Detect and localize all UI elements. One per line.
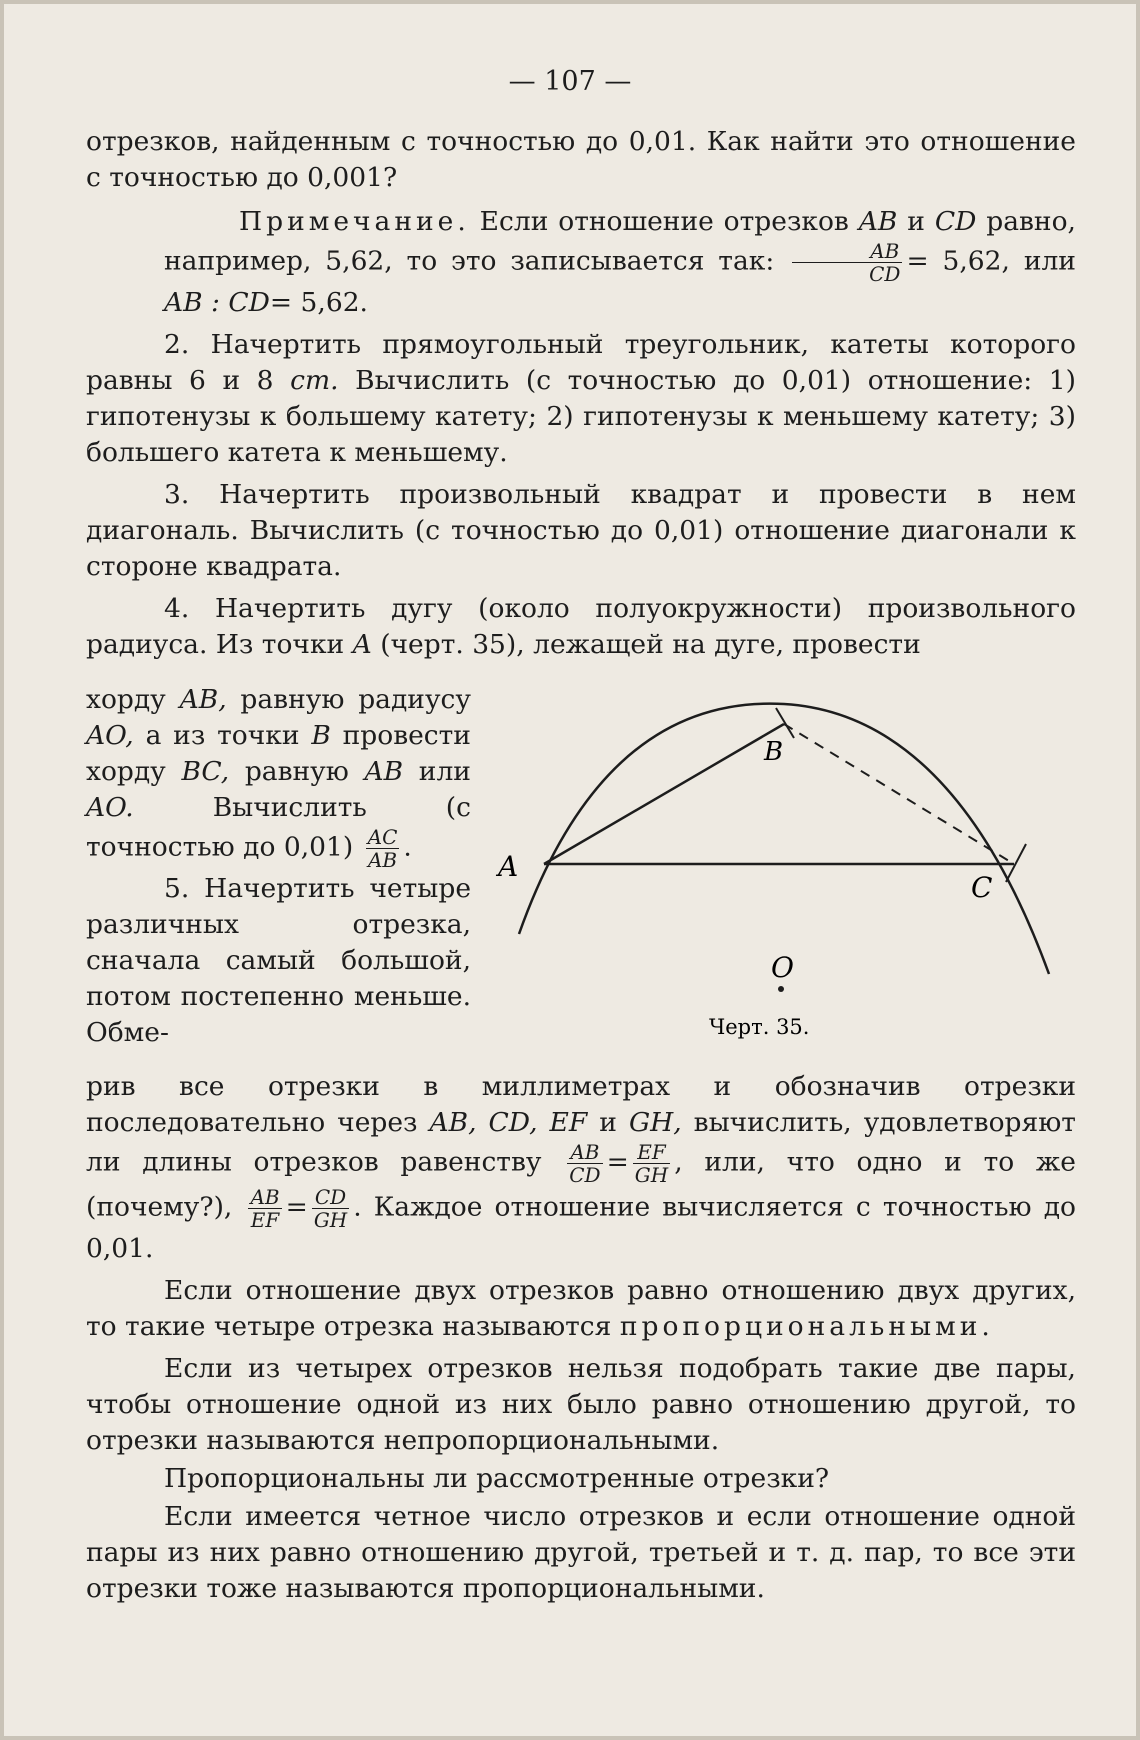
ex5-frac-3 — [248, 1186, 281, 1231]
ex5-segments: AB, CD, EF — [429, 1107, 588, 1138]
note-fraction — [792, 240, 902, 285]
exercise-2-unit: cm. — [290, 365, 339, 396]
page-number: — 107 — — [508, 66, 632, 97]
exercise-4-intro — [86, 591, 1076, 663]
paragraph-continuation: отрезков, найденным с точностью до 0,01. Как найти это отношение с точностью до 0,001? — [86, 126, 1076, 193]
ex5-gh: GH, — [628, 1107, 682, 1138]
wrap-ao: AO, — [86, 720, 134, 751]
note-and: и — [907, 206, 925, 237]
note-line3-b: AB : CD — [164, 287, 270, 318]
f1-num: AB — [567, 1141, 602, 1164]
tick-b — [776, 708, 794, 738]
ex4-frac-num: AC — [367, 825, 398, 849]
exercise-4-text-b: (черт. 35), лежащей на дуге, провести — [380, 629, 921, 660]
exercise-5-wrap: 5. Начертить четыре различных отрезка, сначала самый большой, потом постепенно меньше. Обме- — [86, 873, 471, 1048]
ex5-text-d: . Каждое отношение вычисляется с точностью до 0,01. — [86, 1191, 1076, 1264]
exercise-4-fraction — [366, 826, 400, 871]
figure-caption: Черт. 35. — [709, 1015, 810, 1039]
exercise-4-wrap: хорду AB, равную радиусу AO, а из точки B провести хорду BC, равную AB или AO. Вычислить (с точностью до 0,01) $\frac{AC}{AB}$ . — [86, 684, 471, 872]
ex5-and: и — [599, 1107, 617, 1138]
exercise-2 — [86, 327, 1076, 471]
exercise-4-text: 4. Начертить дугу (около полуокружности) произвольного радиуса. Из точки — [86, 593, 1076, 660]
wrap-t3: а из точки — [145, 720, 300, 751]
definition-general: Если имеется четное число отрезков и если отношение одной пары из них равно отношению другой, третьей и т. д. пар, то все эти отрезки тоже называются пропорциональными. — [86, 1501, 1076, 1604]
exercise-4-point-a: A — [352, 629, 372, 660]
def-text: Если отношение двух отрезков равно отношению двух других, то такие четыре отрезка называются — [86, 1275, 1076, 1342]
note-cd: CD — [934, 206, 977, 237]
wrap-t1: хорду — [86, 684, 166, 715]
f2-den: GH — [634, 1163, 669, 1187]
center-dot — [778, 986, 784, 992]
exercise-2-text: 2. Начертить прямоугольный треугольник, катеты которого равны 6 и 8 — [86, 329, 1076, 396]
note-text-a: Если отношение отрезков — [479, 206, 849, 237]
ex5-text-b: вычислить, удовлетворяют ли длины отрезков равенству — [86, 1107, 1076, 1178]
figure-label-o: O — [771, 951, 794, 984]
wrap-bc: BC, — [181, 756, 230, 787]
note-text-b: равно, например, 5,62, то это записывается так: — [164, 206, 1076, 277]
figure-label-b: B — [764, 737, 784, 767]
exercise-5-rest: рив все отрезки в миллиметрах и обозначив отрезки последовательно через AB, CD, EF и GH, вычислить, удовлетворяют ли длины отрезков равенству $\frac{AB}{CD}$ = $\frac{EF}{GH}$ , или, что одно и то же (почему?), $\frac{AB}{EF}$ = $\frac{CD}{GH}$ . Каждое отношение вычисляется с точностью до 0,01. — [86, 1071, 1076, 1264]
chord-ab — [544, 724, 784, 864]
note-line3-a: или — [1023, 245, 1076, 277]
wrap-t4: провести хорду — [86, 720, 471, 787]
figure-35 — [484, 694, 1084, 1054]
exercise-2-rest: Вычислить (с точностью до 0,01) отношение: 1) гипотенузы к большему катету; 2) гипотенузы к меньшему катету; 3) большего катета к меньшему. — [86, 365, 1076, 468]
wrap-b: B — [311, 720, 331, 751]
wrap-t5: равную — [244, 756, 349, 787]
note-label: Примечание. — [239, 206, 470, 237]
text-block-bottom — [86, 1069, 1076, 1607]
ex5-frac-1 — [567, 1141, 602, 1186]
f4-den: GH — [313, 1208, 348, 1232]
note-line3-c: = 5,62. — [269, 287, 368, 318]
figure-label-a: A — [498, 850, 519, 883]
figure-label-c: C — [971, 871, 993, 904]
definition-nonproportional: Если из четырех отрезков нельзя подобрать такие две пары, чтобы отношение одной из них было равно отношению другой, то отрезки называются непропорциональными. — [86, 1353, 1076, 1456]
ex5-frac-2 — [633, 1141, 670, 1186]
wrap-t7: Вычислить (с точностью до 0,01) — [86, 792, 471, 863]
f4-num: CD — [312, 1186, 349, 1209]
note-frac-num: AB — [792, 240, 902, 263]
ex4-frac-den: AB — [367, 848, 398, 872]
f2-num: EF — [633, 1141, 670, 1164]
exercise-3: 3. Начертить произвольный квадрат и провести в нем диагональ. Вычислить (с точностью до 0,01) отношение диагонали к стороне квадрата. — [86, 479, 1076, 582]
ex5-text-c: , или, что одно и то же (почему?), — [86, 1146, 1076, 1223]
wrap-ab: AB, — [179, 684, 227, 715]
arc — [519, 704, 1049, 974]
note-eq-value: = 5,62, — [906, 245, 1010, 277]
f3-num: AB — [250, 1185, 280, 1209]
text-block-top — [86, 124, 1076, 663]
question: Пропорциональны ли рассмотренные отрезки? — [164, 1463, 830, 1494]
note-ab: AB — [858, 206, 898, 237]
f3-den: EF — [250, 1208, 280, 1232]
wrap-ao2: AO. — [86, 792, 134, 823]
ex5-frac-4 — [312, 1186, 349, 1231]
note-paragraph — [86, 204, 1076, 321]
wrap-t6: или — [418, 756, 471, 787]
text-block-wrapped — [86, 682, 471, 1051]
note-frac-den: CD — [869, 262, 901, 286]
wrap-ab2: AB — [364, 756, 404, 787]
ex5-text-a: рив все отрезки в миллиметрах и обозначив отрезки последовательно через — [86, 1071, 1076, 1138]
definition-proportional — [86, 1273, 1076, 1345]
def-term: пропорциональными. — [619, 1311, 994, 1342]
wrap-t2: равную радиусу — [240, 684, 471, 715]
f1-den: CD — [569, 1163, 601, 1187]
